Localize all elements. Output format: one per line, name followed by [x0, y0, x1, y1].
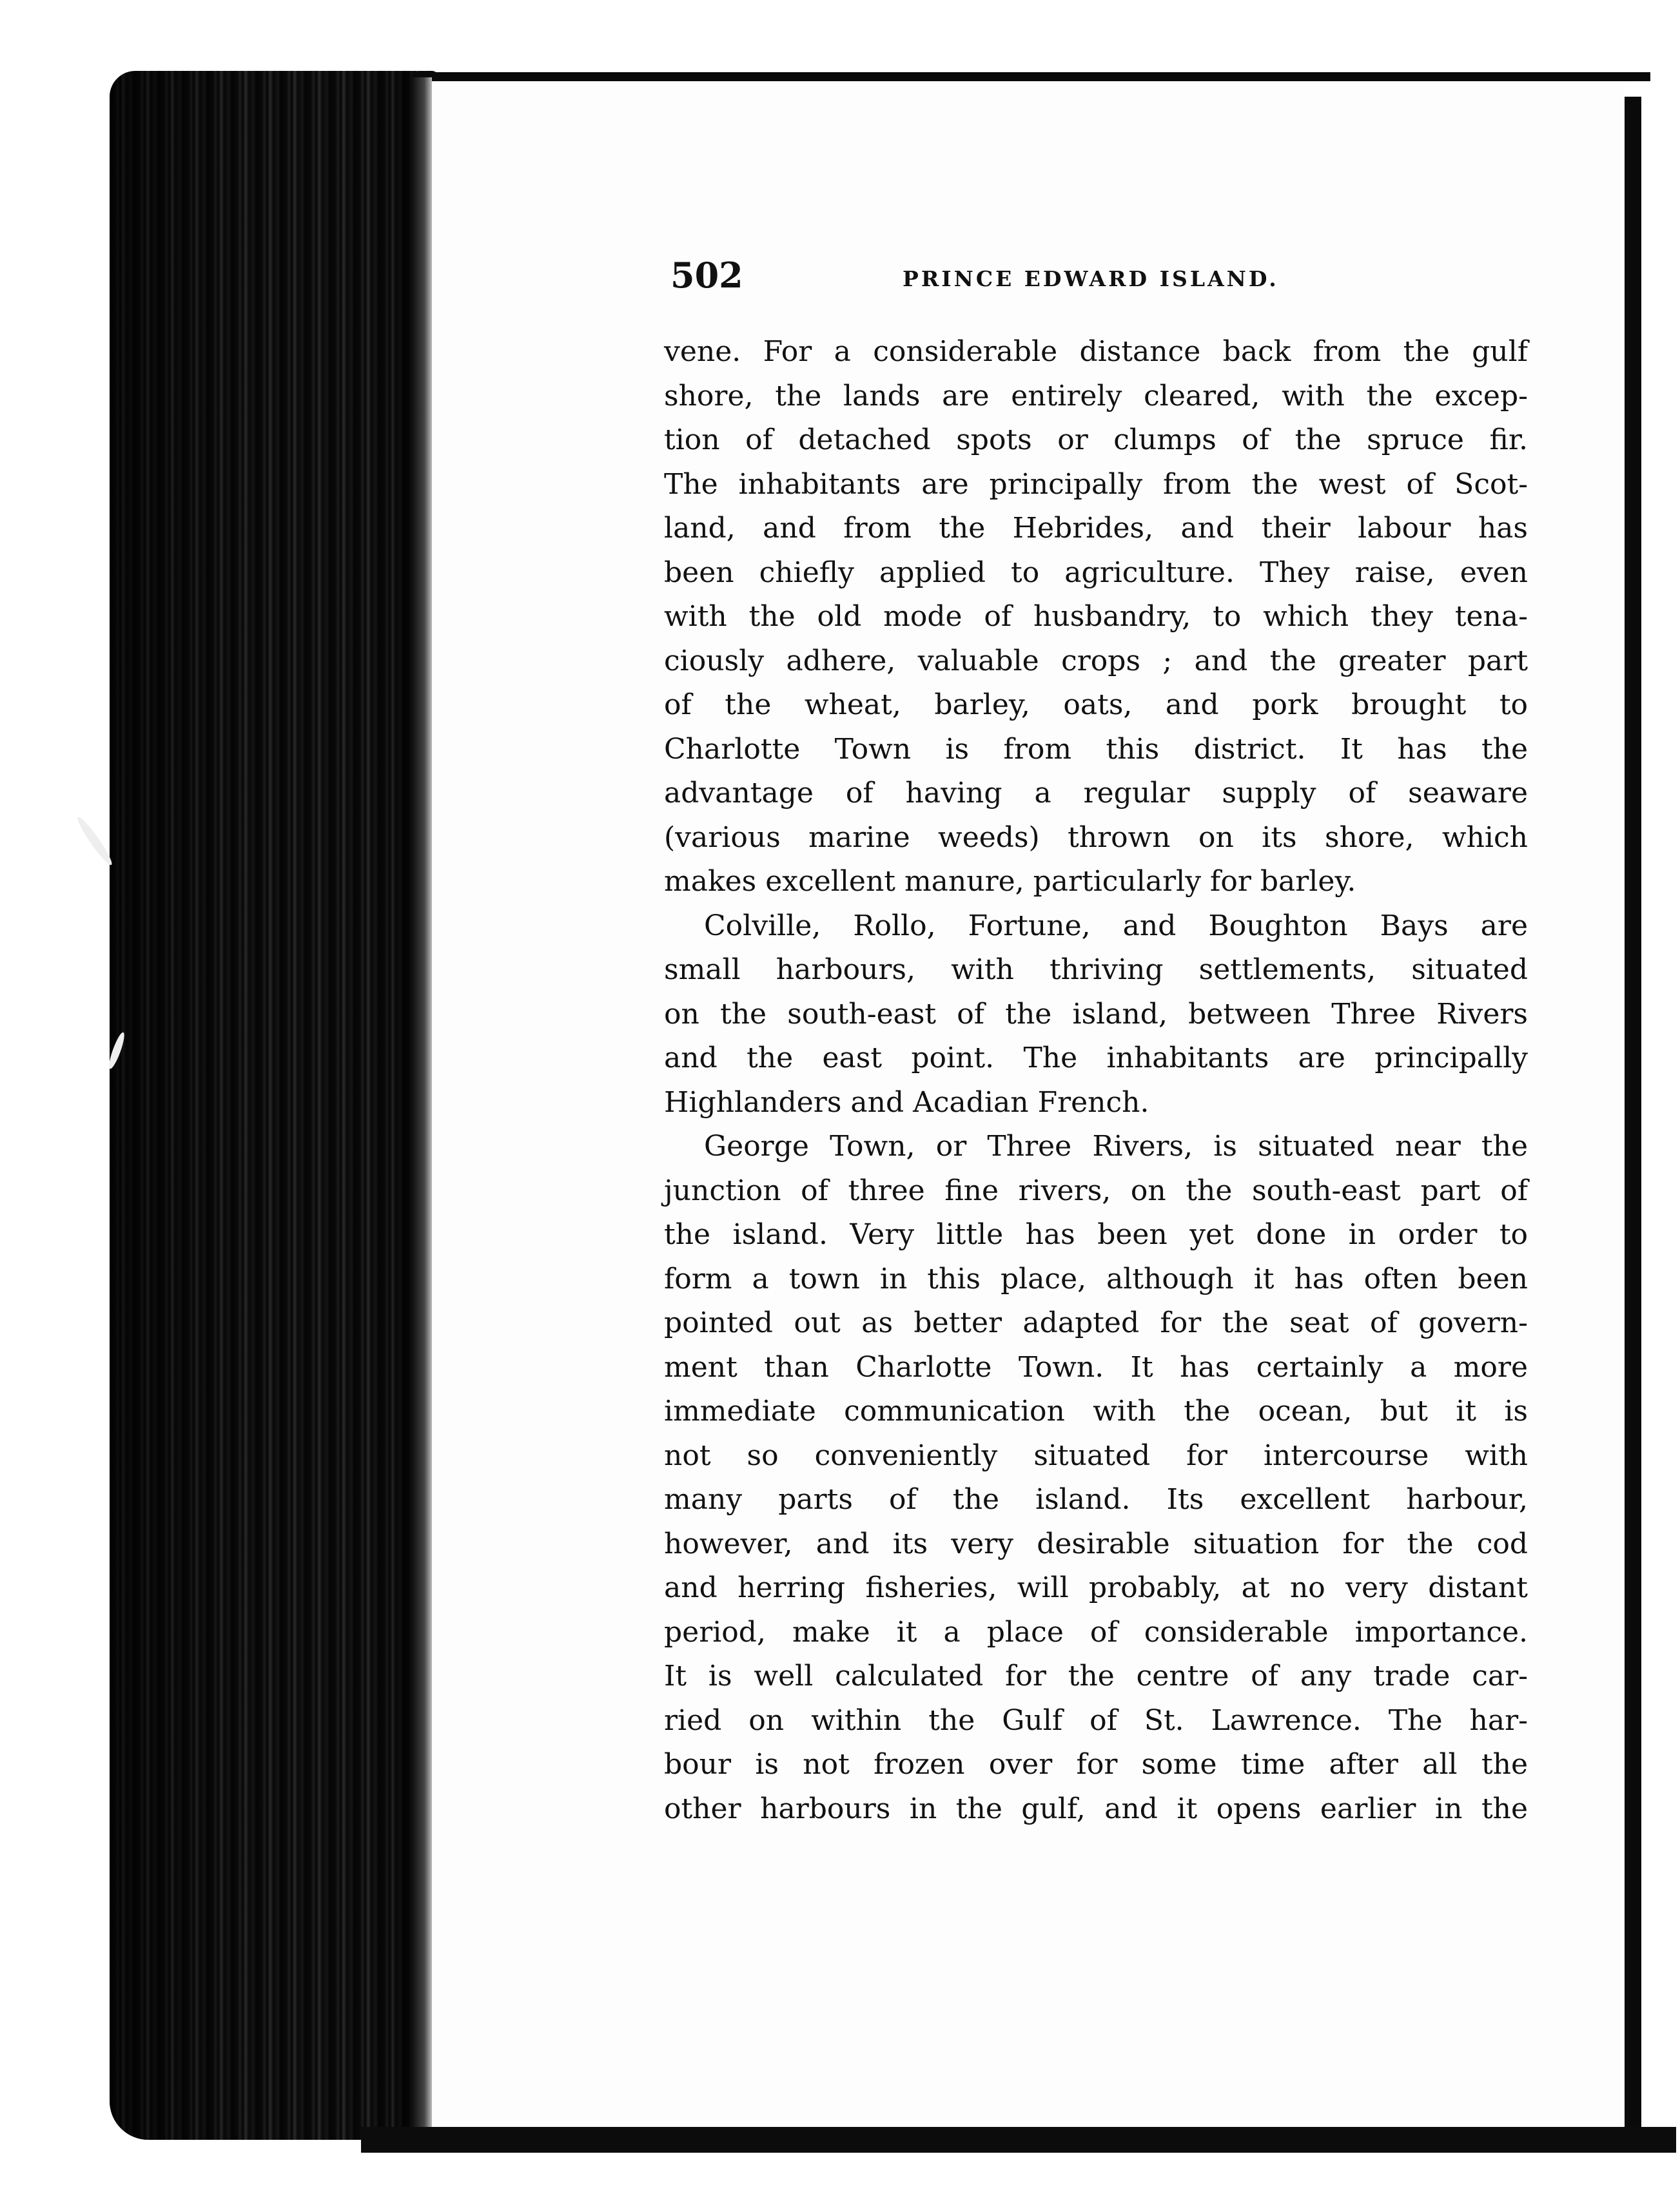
text-line: land, and from the Hebrides, and their labour has — [664, 512, 1528, 545]
paragraph-last-line: Highlanders and Acadian French. — [664, 1085, 1149, 1119]
text-line: of the wheat, barley, oats, and pork brought to — [664, 688, 1528, 721]
text-line: Charlotte Town is from this district. It has the — [664, 732, 1528, 766]
text-line: tion of detached spots or clumps of the spruce fir. — [664, 423, 1528, 456]
paragraph-last-line: makes excellent manure, particularly for barley. — [664, 865, 1356, 898]
book-edge-shading — [110, 71, 438, 2140]
text-line: (various marine weeds) thrown on its shore, which — [664, 820, 1528, 854]
page-header — [670, 255, 1315, 306]
text-line: bour is not frozen over for some time after all the — [664, 1748, 1528, 1781]
page-number: 502 — [670, 255, 743, 296]
text-line: immediate communication with the ocean, but it is — [664, 1395, 1528, 1428]
text-line: The inhabitants are principally from the west of Scot- — [664, 467, 1528, 501]
text-line: with the old mode of husbandry, to which they tena- — [664, 600, 1528, 633]
text-line: ment than Charlotte Town. It has certainly a more — [664, 1350, 1528, 1384]
text-line: on the south-east of the island, between Three Rivers — [664, 997, 1528, 1031]
running-head: PRINCE EDWARD ISLAND. — [903, 266, 1279, 291]
page-top-border — [413, 72, 1650, 81]
text-line: period, make it a place of considerable importance. — [664, 1615, 1528, 1649]
text-line: and the east point. The inhabitants are principally — [664, 1042, 1528, 1074]
body-text — [664, 330, 1528, 1831]
text-line: It is well calculated for the centre of any trade car- — [664, 1660, 1528, 1693]
text-line: the island. Very little has been yet done in order to — [664, 1218, 1528, 1251]
page-gutter-shadow — [413, 77, 432, 2140]
text-line: ried on within the Gulf of St. Lawrence. The har- — [664, 1703, 1528, 1737]
paragraph-first-line: Colville, Rollo, Fortune, and Boughton Bays are — [704, 909, 1528, 942]
text-line: advantage of having a regular supply of seaware — [664, 777, 1528, 810]
text-line: many parts of the island. Its excellent harbour, — [664, 1483, 1528, 1516]
page-bottom-border — [361, 2127, 1676, 2153]
text-line: small harbours, with thriving settlements, situated — [664, 953, 1528, 986]
text-line: shore, the lands are entirely cleared, with the excep- — [664, 379, 1528, 412]
text-line: junction of three fine rivers, on the south-east part of — [664, 1174, 1528, 1207]
text-line: and herring fisheries, will probably, at no very distant — [664, 1571, 1528, 1604]
text-line: ciously adhere, valuable crops ; and the greater part — [664, 644, 1528, 677]
text-line: pointed out as better adapted for the seat of govern- — [664, 1306, 1528, 1339]
text-line: form a town in this place, although it has often been — [664, 1262, 1528, 1295]
text-line: not so conveniently situated for intercourse with — [664, 1439, 1528, 1472]
text-line: however, and its very desirable situation for the cod — [664, 1527, 1528, 1560]
next-page-edge — [1625, 97, 1641, 2133]
text-line: other harbours in the gulf, and it opens earlier in the — [664, 1792, 1528, 1825]
text-line: been chiefly applied to agriculture. They raise, even — [664, 556, 1528, 589]
paragraph-first-line: George Town, or Three Rivers, is situated near the — [704, 1130, 1528, 1163]
text-line: vene. For a considerable distance back from the gulf — [664, 335, 1528, 368]
